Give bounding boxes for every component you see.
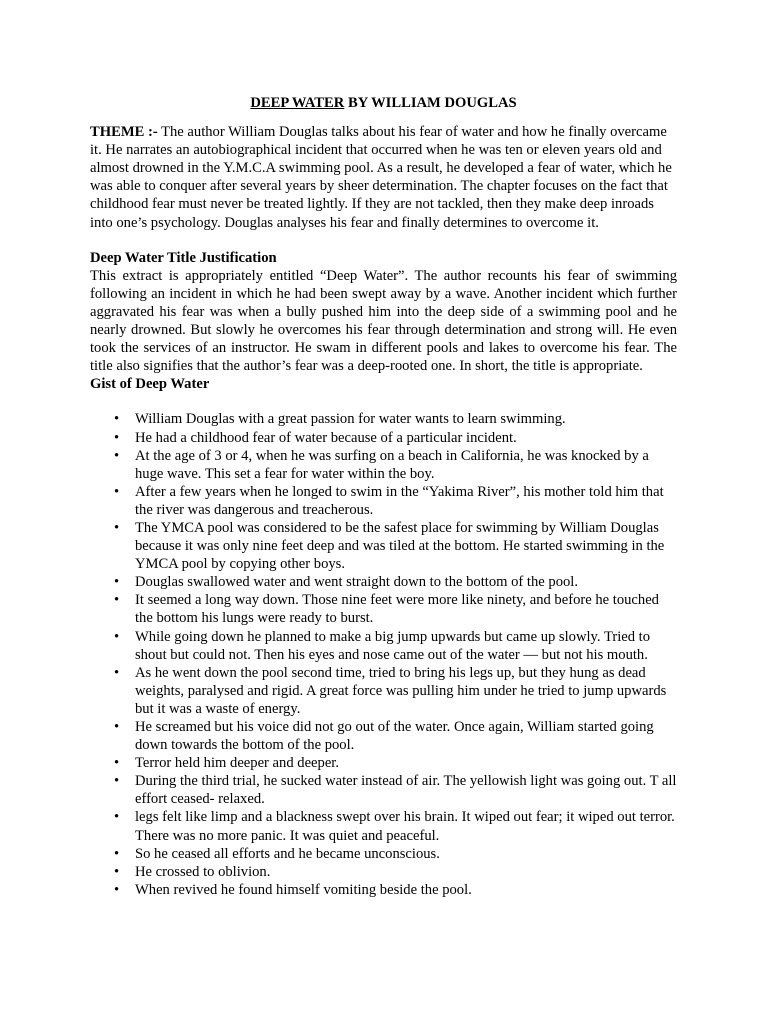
- list-item: [90, 772, 677, 808]
- list-item: [90, 845, 677, 863]
- list-item-text: He had a childhood fear of water because of a particular incident.: [135, 429, 517, 446]
- list-item-text: After a few years when he longed to swim in the “Yakima River”, his mother told him that the river was dangerous and treacherous.: [135, 483, 664, 518]
- list-item-text: The YMCA pool was considered to be the safest place for swimming by William Douglas because it was only nine feet deep and was tiled at the bottom. He started swimming in the YMCA pool by copying other boys.: [135, 519, 665, 573]
- list-item: [90, 429, 677, 447]
- list-item: [90, 808, 677, 844]
- list-item: [90, 863, 677, 881]
- bullet-icon: •: [114, 592, 120, 609]
- bullet-icon: •: [114, 628, 120, 645]
- bullet-icon: •: [114, 519, 120, 536]
- list-item: [90, 591, 677, 627]
- list-item: [90, 754, 677, 772]
- list-item: [90, 447, 677, 483]
- justification-heading: Deep Water Title Justification: [90, 249, 277, 266]
- list-item-text: He crossed to oblivion.: [135, 863, 271, 880]
- theme-text: The author William Douglas talks about his fear of water and how he finally overcame it. He narrates an autobiographical incident that occurred when he was ten or eleven years old and almost drowned in the Y.M.C.A swimming pool. As a result, he developed a fear of water, which he was able to conquer after several years by sheer determination. The chapter focuses on the fact that childhood fear must never be treated lightly. If they are not tackled, then they make deep inroads into one’s psychology. Douglas analyses his fear and finally determines to overcome it.: [90, 124, 672, 231]
- bullet-icon: •: [114, 809, 120, 826]
- bullet-icon: •: [114, 773, 120, 790]
- bullet-icon: •: [114, 429, 120, 446]
- list-item: [90, 483, 677, 519]
- title-underlined: DEEP WATER: [250, 95, 345, 111]
- list-item-text: As he went down the pool second time, tried to bring his legs up, but they hung as dead weights, paralysed and rigid. A great force was pulling him under he tried to jump upwards but it was a waste of energy.: [135, 664, 667, 717]
- bullet-icon: •: [114, 574, 120, 591]
- list-item-text: legs felt like limp and a blackness swept over his brain. It wiped out fear; it wiped out terror. There was no more panic. It was quiet and peaceful.: [135, 809, 675, 844]
- list-item: [90, 628, 677, 664]
- bullet-icon: •: [114, 719, 120, 735]
- list-item: [90, 664, 677, 718]
- title-rest: BY WILLIAM DOUGLAS: [344, 95, 517, 111]
- bullet-icon: •: [114, 447, 120, 464]
- document-title: [90, 94, 677, 112]
- list-item-text: William Douglas with a great passion for water wants to learn swimming.: [135, 411, 566, 428]
- bullet-icon: •: [114, 863, 120, 880]
- justification-paragraph: This extract is appropriately entitled “Deep Water”. The author recounts his fear of swimming following an incident in which he had been swept away by a wave. Another incident which further aggravated his fear was when a bully pushed him into the deep side of a swimming pool and he nearly drowned. But slowly he overcomes his fear through determination and strong will. He even took the services of an instructor. He swam in different pools and lakes to overcome his fear. The title also signifies that the author’s fear was a deep-rooted one. In short, the title is appropriate.: [90, 267, 677, 375]
- list-item-text: When revived he found himself vomiting beside the pool.: [135, 881, 472, 898]
- list-item-text: He screamed but his voice did not go out of the water. Once again, William started going down towards the bottom of the pool.: [135, 719, 654, 754]
- bullet-icon: •: [114, 411, 120, 428]
- list-item-text: So he ceased all efforts and he became unconscious.: [135, 845, 440, 862]
- list-item-text: While going down he planned to make a big jump upwards but came up slowly. Tried to shout but could not. Then his eyes and nose came out of the water — but not his mouth.: [135, 628, 651, 663]
- list-item: [90, 410, 677, 428]
- bullet-icon: •: [114, 483, 120, 500]
- bullet-icon: •: [114, 664, 120, 681]
- list-item-text: At the age of 3 or 4, when he was surfing on a beach in California, he was knocked by a huge wave. This set a fear for water within the boy.: [135, 447, 649, 482]
- list-item-text: Terror held him deeper and deeper.: [135, 755, 340, 772]
- list-item-text: It seemed a long way down. Those nine feet were more like ninety, and before he touched the bottom his lungs were ready to burst.: [135, 592, 659, 627]
- list-item: [90, 718, 677, 754]
- bullet-icon: •: [114, 845, 120, 862]
- gist-list: [90, 410, 677, 899]
- list-item: [90, 881, 677, 899]
- theme-label: THEME :-: [90, 124, 158, 141]
- list-item: [90, 519, 677, 573]
- bullet-icon: •: [114, 755, 120, 772]
- list-item-text: Douglas swallowed water and went straight down to the bottom of the pool.: [135, 574, 579, 591]
- document-page: [90, 94, 677, 899]
- bullet-icon: •: [114, 881, 120, 898]
- list-item-text: During the third trial, he sucked water instead of air. The yellowish light was going out. T all effort ceased- relaxed.: [135, 773, 677, 808]
- list-item: [90, 573, 677, 591]
- theme-paragraph: [90, 123, 677, 232]
- gist-heading: Gist of Deep Water: [90, 376, 210, 393]
